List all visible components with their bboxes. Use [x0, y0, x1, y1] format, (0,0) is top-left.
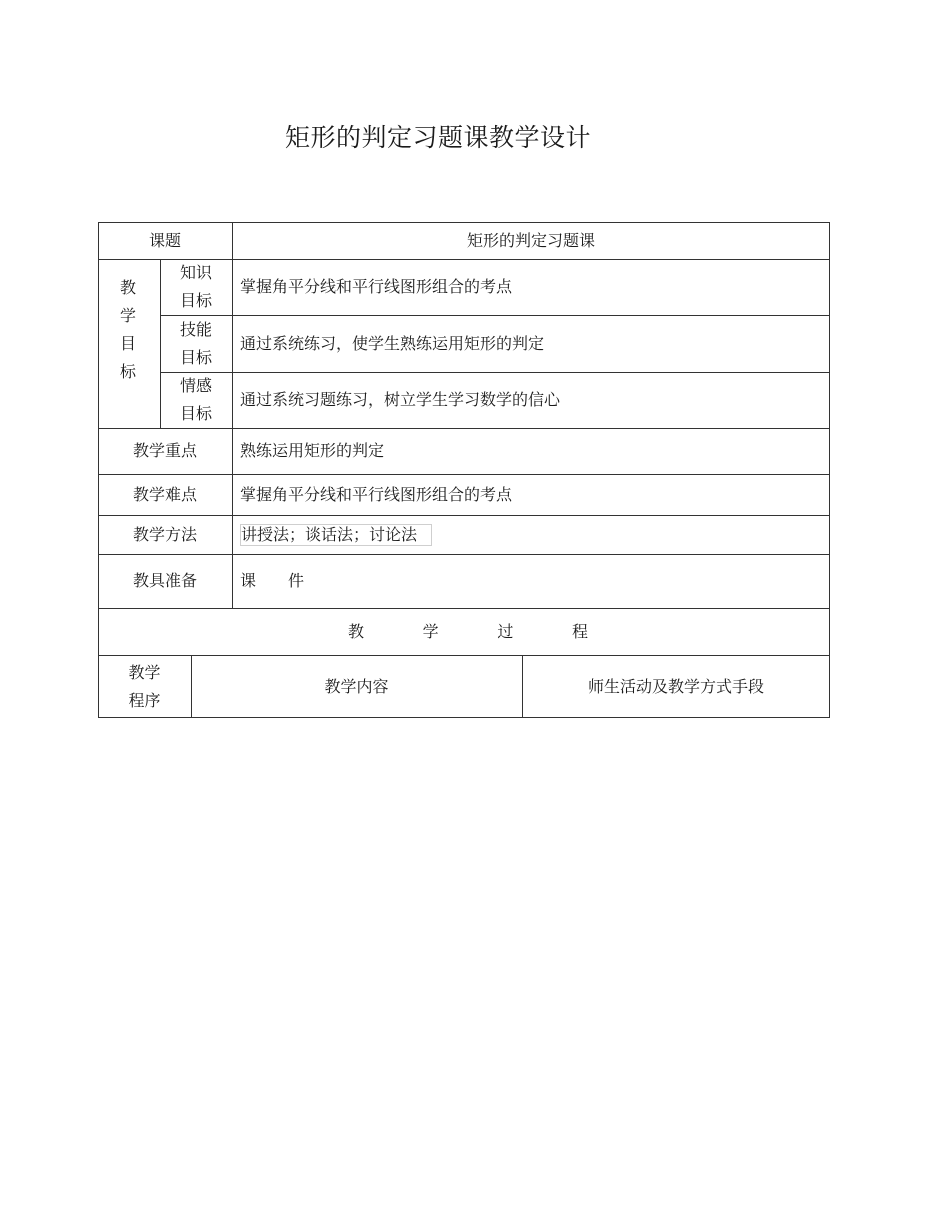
objectives-label-char: 目	[120, 333, 137, 353]
skill-objective-content: 通过系统练习，使学生熟练运用矩形的判定	[240, 333, 545, 353]
skill-objective-label: 技能 目标	[179, 319, 212, 367]
process-heading-char: 程	[571, 621, 588, 641]
method-cell	[240, 515, 820, 554]
process-heading-char: 学	[422, 621, 439, 641]
document-title: 矩形的判定习题课教学设计	[284, 123, 591, 152]
method-value: 讲授法；谈话法；讨论法	[240, 524, 432, 546]
key-point-value: 熟练运用矩形的判定	[240, 441, 385, 460]
process-heading	[348, 608, 588, 655]
objectives-label-char: 教	[120, 277, 137, 297]
difficulty-value: 掌握角平分线和平行线图形组合的考点	[240, 484, 513, 504]
procedure-header: 教学 程序	[128, 662, 161, 710]
process-heading-char: 教	[348, 621, 365, 641]
method-label: 教学方法	[132, 524, 197, 544]
knowledge-objective-content: 掌握角平分线和平行线图形组合的考点	[240, 277, 513, 296]
process-heading-char: 过	[497, 621, 514, 641]
key-point-label: 教学重点	[132, 441, 197, 460]
difficulty-label: 教学难点	[132, 484, 197, 504]
emotion-objective-content: 通过系统习题练习，树立学生学习数学的信心	[240, 390, 561, 409]
activities-header: 师生活动及教学方式手段	[587, 676, 764, 696]
tools-value: 课 件	[240, 571, 305, 590]
objectives-label	[98, 259, 160, 428]
topic-label: 课题	[148, 230, 181, 250]
objectives-label-char: 标	[120, 361, 137, 381]
topic-value: 矩形的判定习题课	[466, 230, 595, 250]
content-header: 教学内容	[324, 676, 389, 696]
objectives-label-char: 学	[120, 305, 137, 325]
tools-label: 教具准备	[132, 571, 197, 590]
emotion-objective-label: 情感 目标	[179, 376, 212, 423]
knowledge-objective-label: 知识 目标	[179, 263, 212, 310]
